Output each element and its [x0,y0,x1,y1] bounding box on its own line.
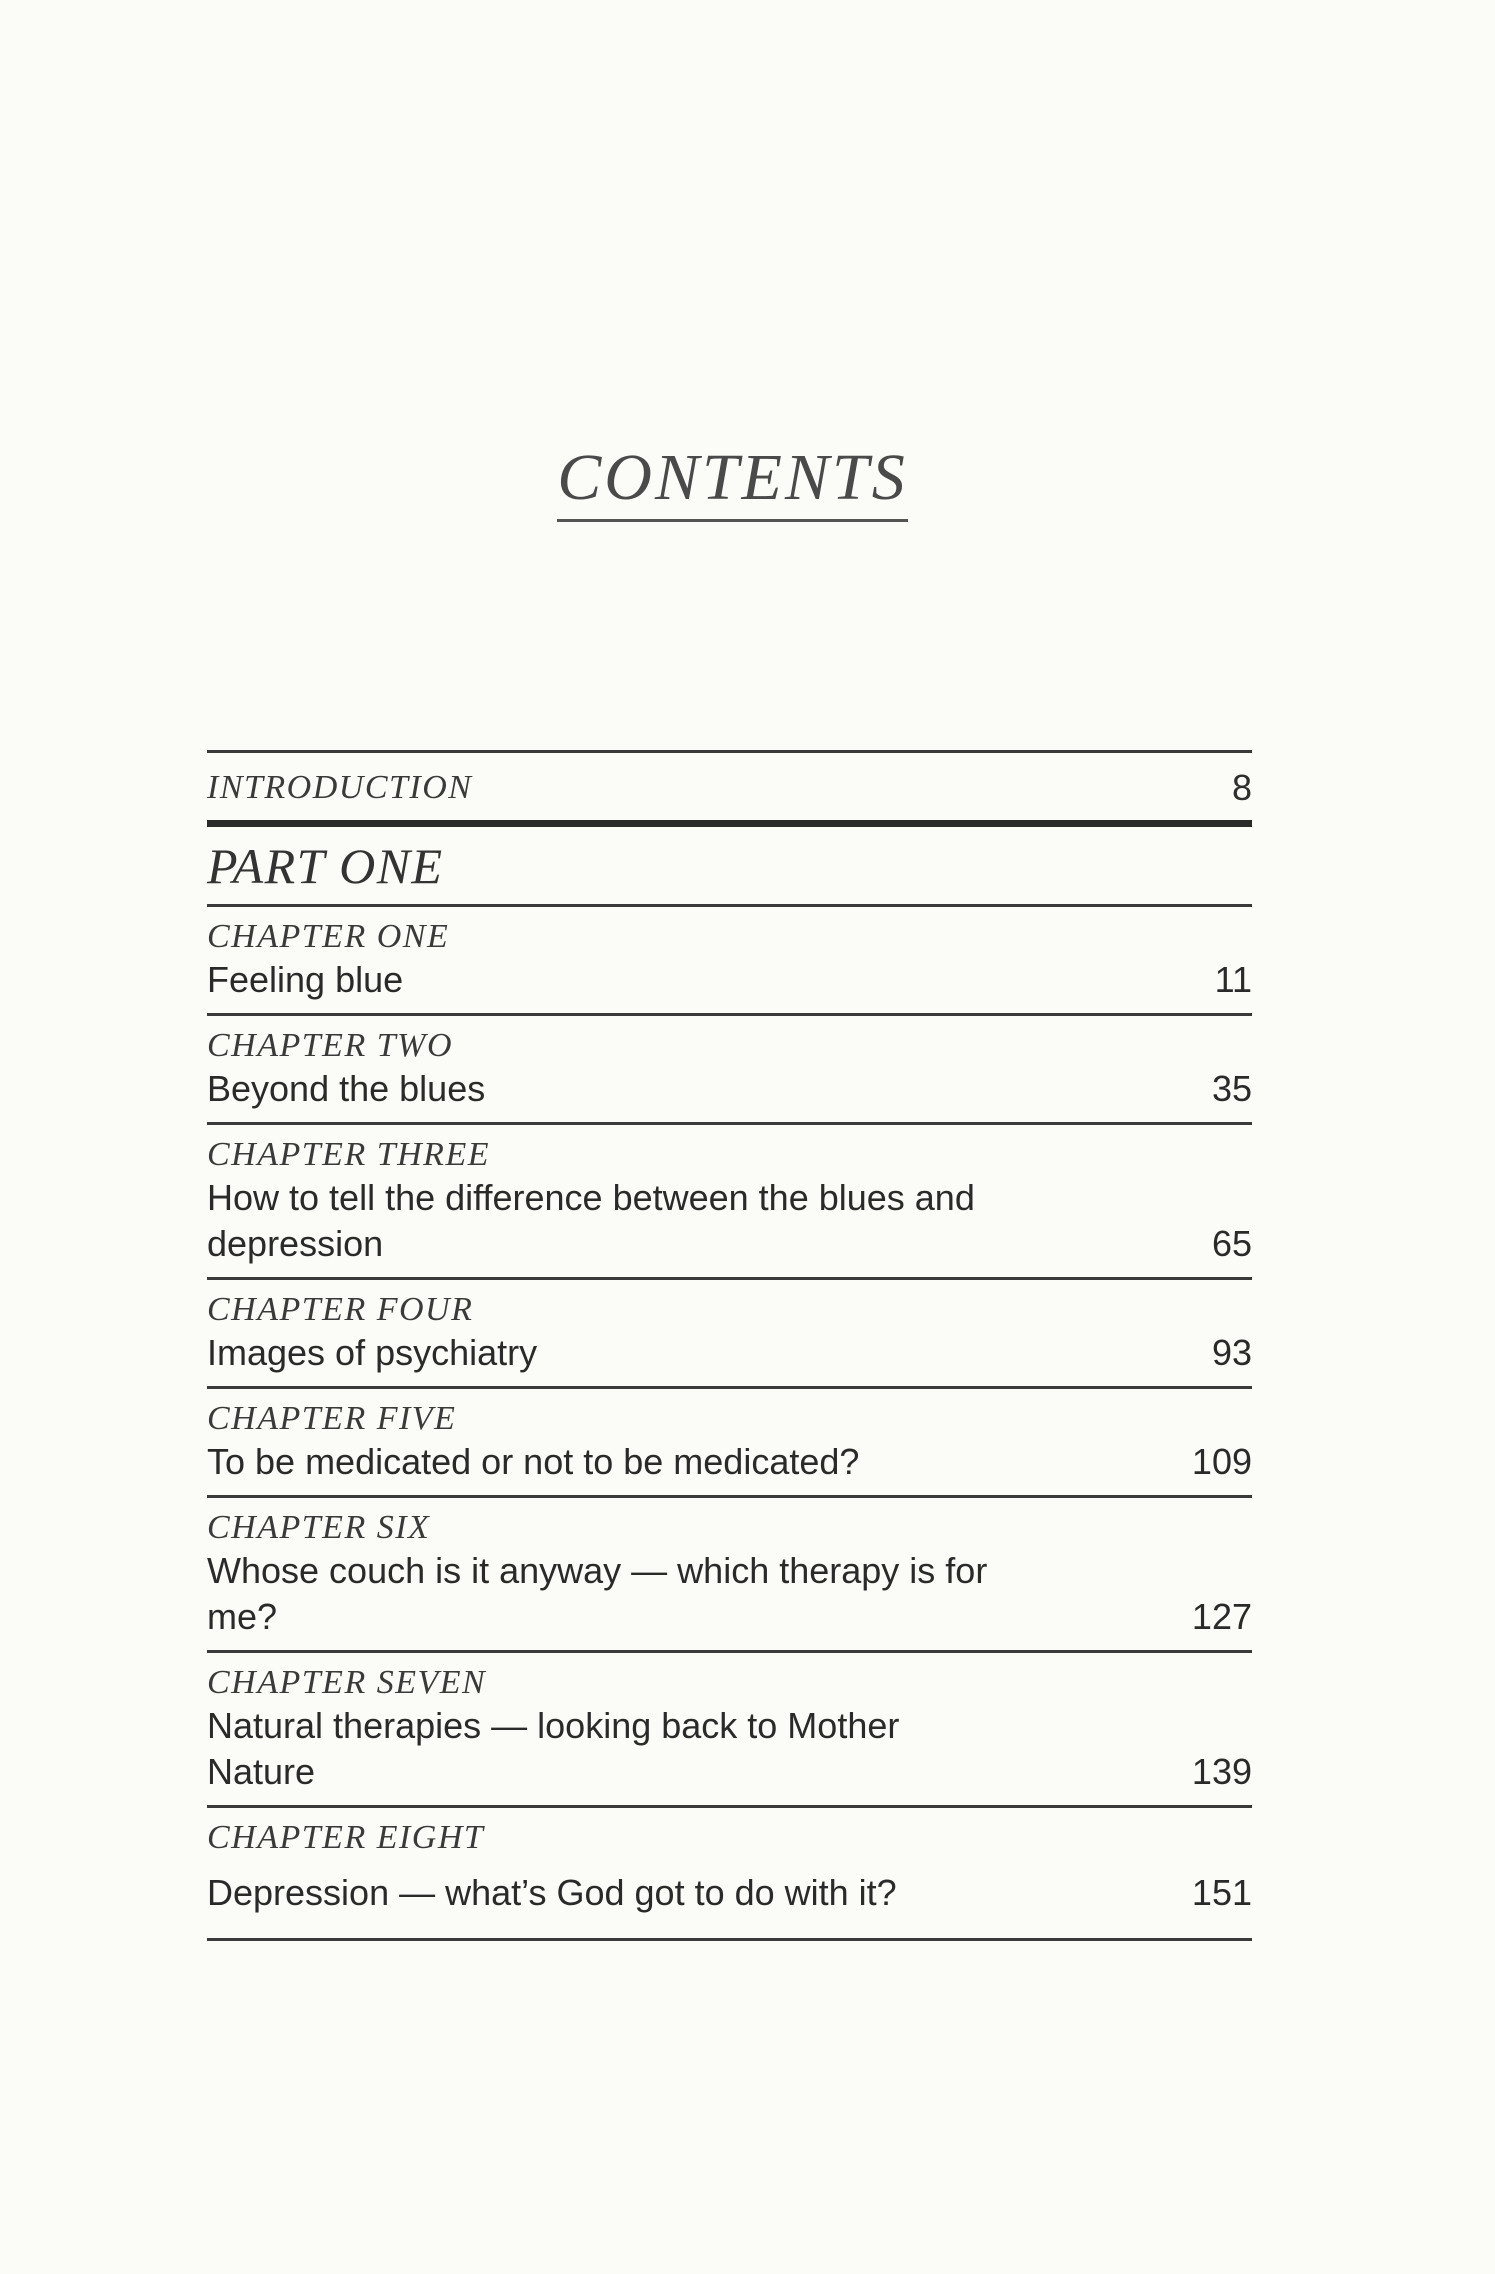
page-number: 151 [1191,1872,1252,1913]
toc-entry-chapter-8[interactable] [207,1808,1252,1938]
thick-divider [207,820,1252,827]
toc-entry-chapter-6[interactable] [207,1498,1252,1650]
toc-entry-chapter-1[interactable] [207,907,1252,1013]
page-number: 109 [1191,1441,1252,1482]
chapter-label: CHAPTER FIVE [207,1400,457,1437]
chapter-label: CHAPTER TWO [207,1027,453,1064]
introduction-label: INTRODUCTION [207,769,473,806]
part-heading: PART ONE [207,838,444,894]
chapter-label: CHAPTER FOUR [207,1291,474,1328]
page-number: 8 [1231,767,1252,808]
table-of-contents [207,750,1252,1941]
chapter-label: CHAPTER EIGHT [207,1819,485,1856]
chapter-title: Beyond the blues [207,1068,486,1109]
toc-entry-chapter-7[interactable] [207,1653,1252,1805]
page-title [0,441,1465,522]
toc-entry-introduction[interactable] [207,753,1252,820]
chapter-label: CHAPTER SEVEN [207,1664,487,1701]
toc-entry-chapter-3[interactable] [207,1125,1252,1277]
chapter-title: To be medicated or not to be medicated? [207,1441,860,1482]
toc-entry-chapter-5[interactable] [207,1389,1252,1495]
page-number: 127 [1191,1596,1252,1637]
chapter-title: Whose couch is it anyway — which therapy is for me? [207,1550,988,1637]
chapter-title: Images of psychiatry [207,1332,538,1373]
toc-entry-chapter-4[interactable] [207,1280,1252,1386]
chapter-title: Feeling blue [207,959,404,1000]
page-number: 35 [1211,1068,1252,1109]
chapter-title: Depression — what’s God got to do with it? [207,1872,897,1913]
chapter-title: Natural therapies — looking back to Mother Nature [207,1705,900,1792]
toc-entry-chapter-2[interactable] [207,1016,1252,1122]
page-number: 11 [1214,959,1252,1000]
divider [207,1938,1252,1941]
page-number: 93 [1211,1332,1252,1373]
chapter-title: How to tell the difference between the blues and depression [207,1177,975,1264]
page-number: 139 [1191,1751,1252,1792]
page-title-text: CONTENTS [557,445,907,522]
chapter-label: CHAPTER SIX [207,1509,431,1546]
page-number: 65 [1211,1223,1252,1264]
chapter-label: CHAPTER THREE [207,1136,490,1173]
chapter-label: CHAPTER ONE [207,918,450,955]
